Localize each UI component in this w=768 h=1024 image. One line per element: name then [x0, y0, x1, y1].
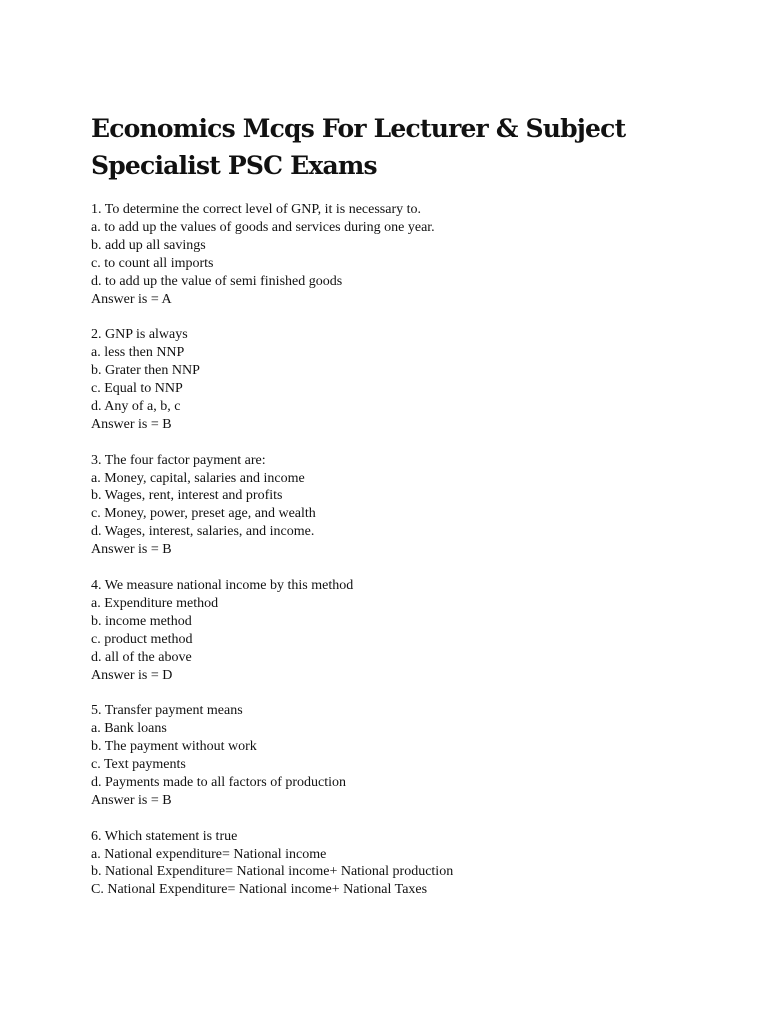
- answer-text: Answer is = A: [91, 291, 172, 307]
- question-block: [91, 201, 731, 308]
- option-a: a. to add up the values of goods and services during one year.: [91, 219, 435, 235]
- option-a: a. Bank loans: [91, 721, 167, 737]
- option-b: b. Wages, rent, interest and profits: [91, 488, 283, 504]
- option-a: a. Money, capital, salaries and income: [91, 470, 305, 486]
- option-c: c. Equal to NNP: [91, 381, 183, 397]
- option-a: a. less then NNP: [91, 345, 185, 361]
- option-d: d. Payments made to all factors of production: [91, 774, 347, 790]
- question-block: [91, 702, 731, 809]
- answer-text: Answer is = B: [91, 416, 172, 432]
- question-text: 1. To determine the correct level of GNP, it is necessary to.: [91, 202, 421, 217]
- option-c: C. National Expenditure= National income+ National Taxes: [91, 882, 428, 898]
- option-c: c. Money, power, preset age, and wealth: [91, 506, 316, 522]
- document-title: Economics Mcqs For Lecturer & Subject Specialist PSC Exams: [91, 114, 626, 180]
- option-b: b. Grater then NNP: [91, 363, 200, 379]
- answer-text: Answer is = D: [91, 667, 173, 683]
- option-d: d. Wages, interest, salaries, and income.: [91, 524, 315, 540]
- question-list: [91, 201, 731, 917]
- option-a: a. National expenditure= National income: [91, 846, 327, 862]
- answer-text: Answer is = B: [91, 542, 172, 558]
- option-b: b. income method: [91, 613, 192, 629]
- option-d: d. to add up the value of semi finished goods: [91, 273, 343, 289]
- question-text: 5. Transfer payment means: [91, 703, 243, 719]
- question-block: [91, 326, 731, 433]
- question-block: [91, 577, 731, 684]
- question-text: 2. GNP is always: [91, 327, 188, 343]
- option-c: c. product method: [91, 631, 193, 647]
- option-a: a. Expenditure method: [91, 595, 219, 611]
- option-d: d. Any of a, b, c: [91, 398, 181, 414]
- question-text: 3. The four factor payment are:: [91, 452, 266, 468]
- option-c: c. Text payments: [91, 757, 186, 773]
- question-text: 4. We measure national income by this method: [91, 577, 354, 593]
- option-b: b. add up all savings: [91, 237, 206, 253]
- option-b: b. National Expenditure= National income+ National production: [91, 864, 454, 880]
- option-c: c. to count all imports: [91, 255, 214, 271]
- option-b: b. The payment without work: [91, 739, 257, 755]
- option-d: d. all of the above: [91, 649, 192, 665]
- answer-text: Answer is = B: [91, 792, 172, 808]
- question-text: 6. Which statement is true: [91, 828, 238, 844]
- question-block: [91, 828, 731, 900]
- question-block: [91, 452, 731, 559]
